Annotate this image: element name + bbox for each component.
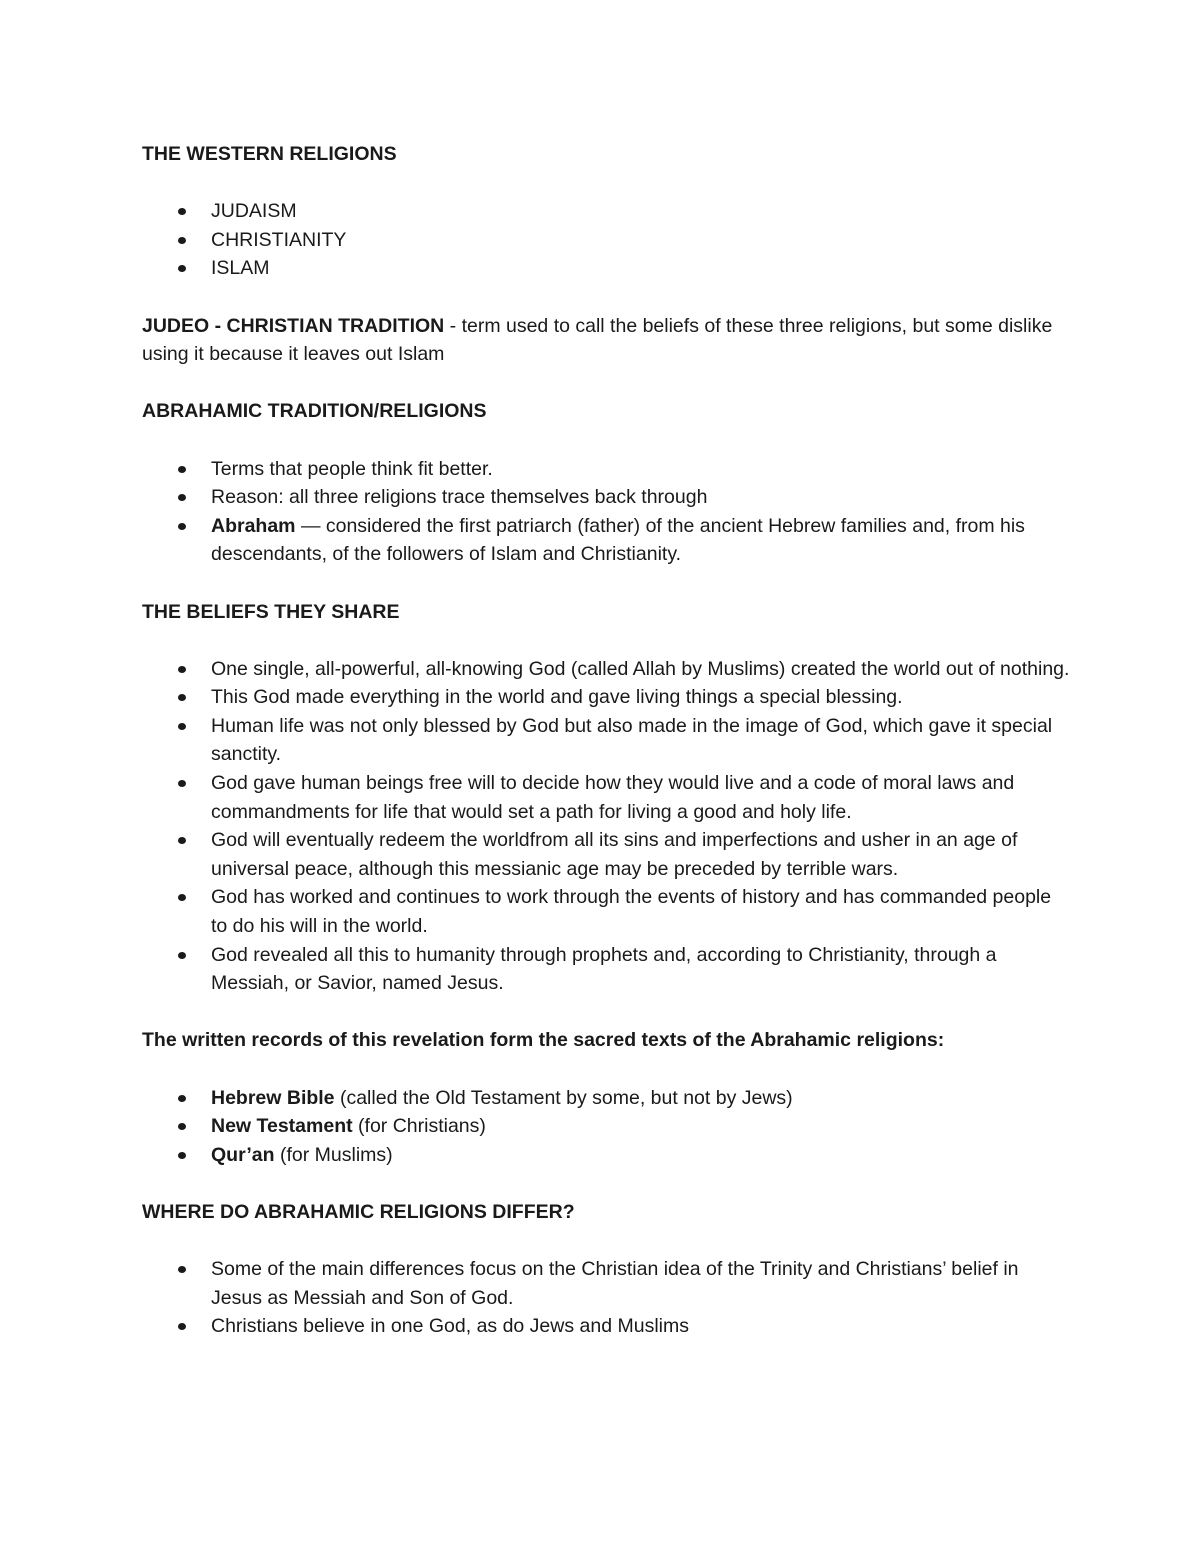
judeo-christian-paragraph: [142, 312, 1072, 369]
list-item-text: Human life was not only blessed by God but also made in the image of God, which gave it special sanctity.: [211, 714, 1053, 766]
list-item-text: Christians believe in one God, as do Jews and Muslims: [211, 1315, 689, 1338]
list-item: [142, 455, 1072, 484]
list-item-text: God revealed all this to humanity through prophets and, according to Christianity, through a Messiah, or Savior, named Jesus.: [211, 943, 997, 995]
spacer: [142, 1227, 1072, 1256]
sacred-text-note: (for Muslims): [274, 1143, 393, 1166]
bullet-icon: [178, 1123, 186, 1130]
spacer: [142, 569, 1072, 598]
bullet-icon: [178, 1323, 186, 1330]
list-item: [142, 1084, 1072, 1113]
abraham-term: Abraham: [211, 514, 296, 537]
list-item: [142, 883, 1072, 940]
sacred-texts-list: [142, 1084, 1072, 1170]
sacred-text-name: New Testament: [211, 1115, 353, 1138]
bullet-icon: [178, 894, 186, 901]
list-item-text: God has worked and continues to work through the events of history and has commanded people to do his will in the world.: [211, 886, 1052, 938]
list-item: [142, 941, 1072, 998]
list-item: [142, 1141, 1072, 1170]
spacer: [142, 1169, 1072, 1198]
bullet-icon: [178, 694, 186, 701]
list-item: [142, 197, 1072, 226]
spacer: [142, 369, 1072, 398]
heading-shared-beliefs: THE BELIEFS THEY SHARE: [142, 600, 400, 623]
heading-abrahamic-tradition: ABRAHAMIC TRADITION/RELIGIONS: [142, 400, 487, 423]
abrahamic-list: [142, 455, 1072, 569]
shared-beliefs-list: [142, 655, 1072, 998]
list-item-text: God will eventually redeem the worldfrom all its sins and imperfections and usher in an age of universal peace, although this messianic age may be preceded by terrible wars.: [211, 829, 1018, 880]
bullet-icon: [178, 494, 186, 501]
bullet-icon: [178, 780, 186, 787]
bullet-icon: [178, 952, 186, 959]
sacred-text-note: (called the Old Testament by some, but not by Jews): [334, 1086, 793, 1109]
western-religions-list: [142, 197, 1072, 283]
spacer: [142, 426, 1072, 455]
list-item: [142, 1312, 1072, 1341]
spacer: [142, 283, 1072, 312]
sacred-text-note: (for Christians): [352, 1115, 486, 1138]
list-item: [142, 712, 1072, 769]
heading-differences: WHERE DO ABRAHAMIC RELIGIONS DIFFER?: [142, 1200, 575, 1223]
bullet-icon: [178, 466, 186, 473]
list-item-text: Reason: all three religions trace themselves back through: [211, 486, 708, 509]
list-item-text: One single, all-powerful, all-knowing God (called Allah by Muslims) created the world out of nothing.: [211, 657, 1070, 680]
bullet-icon: [178, 837, 186, 844]
bullet-icon: [178, 523, 186, 530]
bullet-icon: [178, 1095, 186, 1102]
judeo-christian-definition: - term used to call the beliefs of these three religions, but some dislike using it because it leaves out Islam: [142, 314, 1053, 366]
bullet-icon: [178, 237, 186, 244]
list-item: [142, 512, 1072, 569]
document-page: [142, 140, 1072, 1341]
list-item: [142, 826, 1072, 883]
spacer: [142, 626, 1072, 655]
list-item: [142, 769, 1072, 826]
differences-list: [142, 1255, 1072, 1341]
heading-sacred-texts: The written records of this revelation form the sacred texts of the Abrahamic religions:: [142, 1029, 945, 1052]
bullet-icon: [178, 723, 186, 730]
sacred-text-name: Hebrew Bible: [211, 1086, 335, 1109]
list-item-text: This God made everything in the world and gave living things a special blessing.: [211, 686, 903, 709]
spacer: [142, 1055, 1072, 1084]
bullet-icon: [178, 265, 186, 272]
list-item: [142, 655, 1072, 684]
abraham-description: — considered the first patriarch (father) of the ancient Hebrew families and, from his descendants, of the followers of Islam and Christianity.: [211, 514, 1025, 566]
list-item: [142, 1112, 1072, 1141]
bullet-icon: [178, 208, 186, 215]
list-item: [142, 683, 1072, 712]
list-item: [142, 226, 1072, 255]
list-item-text: Terms that people think fit better.: [211, 457, 493, 480]
list-item-text: CHRISTIANITY: [211, 228, 347, 251]
spacer: [142, 998, 1072, 1027]
judeo-christian-term: JUDEO - CHRISTIAN TRADITION: [142, 314, 445, 337]
list-item-text: God gave human beings free will to decide how they would live and a code of moral laws and commandments for life that would set a path for living a good and holy life.: [211, 772, 1015, 823]
bullet-icon: [178, 1266, 186, 1273]
list-item-text: JUDAISM: [211, 200, 297, 223]
sacred-text-name: Qur’an: [211, 1143, 275, 1166]
list-item: [142, 483, 1072, 512]
heading-western-religions: THE WESTERN RELIGIONS: [142, 143, 397, 165]
list-item-text: Some of the main differences focus on the Christian idea of the Trinity and Christians’ belief in Jesus as Messiah and Son of God.: [211, 1258, 1019, 1309]
list-item: [142, 1255, 1072, 1312]
bullet-icon: [178, 1152, 186, 1159]
spacer: [142, 169, 1072, 198]
list-item: [142, 254, 1072, 283]
bullet-icon: [178, 666, 186, 673]
list-item-text: ISLAM: [211, 257, 270, 280]
